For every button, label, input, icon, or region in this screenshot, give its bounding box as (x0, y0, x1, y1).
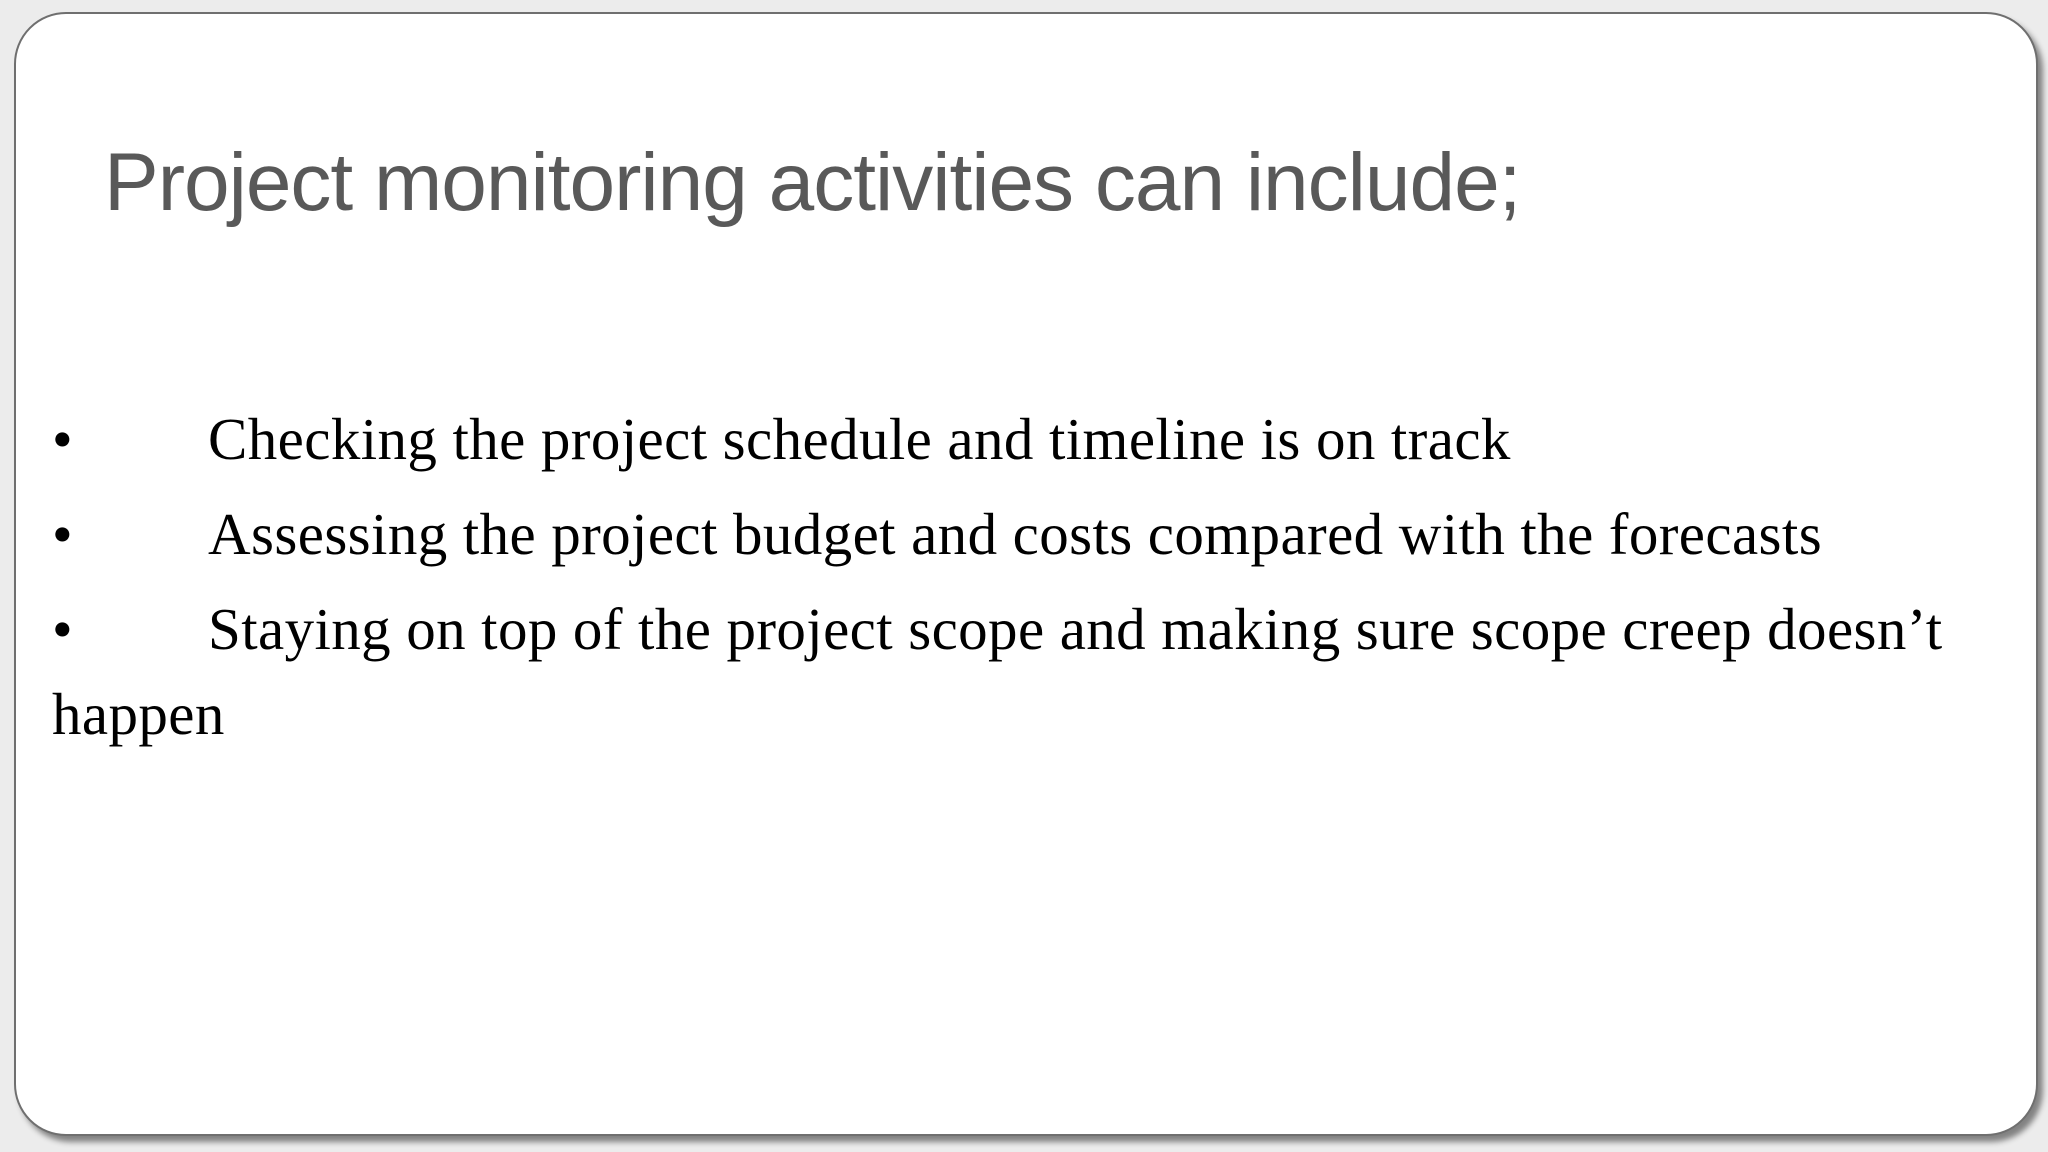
bullet-text: Checking the project schedule and timeline is on track (208, 406, 1511, 472)
slide (14, 12, 2038, 1136)
bullet-marker: • (52, 501, 74, 567)
bullet-text: Assessing the project budget and costs compared with the forecasts (208, 501, 1823, 567)
bullet-item (52, 587, 2020, 757)
bullet-text: Staying on top of the project scope and making sure scope creep doesn’t happen (52, 596, 1943, 747)
bullet-marker: • (52, 596, 74, 662)
bullet-list (52, 397, 2020, 757)
bullet-item (52, 397, 2020, 482)
bullet-item (52, 492, 2020, 577)
slide-title: Project monitoring activities can include; (104, 137, 1521, 228)
bullet-marker: • (52, 406, 74, 472)
